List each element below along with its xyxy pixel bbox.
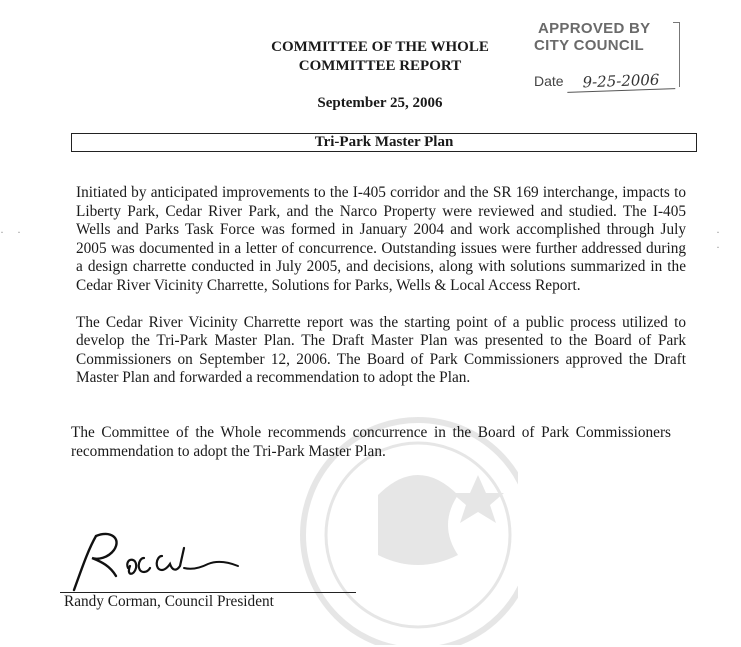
paragraph-background: Initiated by anticipated improvements to the I-405 corridor and the SR 169 interchange, impacts to Liberty Park, Cedar River Park, and the Narco Property were reviewed and studied. The I-405 Wells and Parks Task Force was formed in January 2004 and work accomplished through July 2005 was documented in a letter of concurrence. Outstanding issues were further addressed during a design charrette conducted in July 2005, and decisions, along with solutions summarized in the Cedar River Vicinity Charrette, Solutions for Parks, Wells & Local Access Report. bbox=[76, 184, 686, 294]
heading-line-1: COMMITTEE OF THE WHOLE bbox=[271, 39, 489, 55]
stamp-date-handwritten: 9-25-2006 bbox=[567, 70, 676, 93]
report-title: Tri-Park Master Plan bbox=[71, 133, 697, 152]
report-heading bbox=[230, 38, 530, 76]
scan-edge-marks-right: · · bbox=[716, 225, 725, 254]
stamp-date-label: Date bbox=[534, 73, 564, 89]
signature-icon bbox=[58, 528, 298, 598]
stamp-line-2: CITY COUNCIL bbox=[534, 37, 644, 54]
paragraph-recommendation: The Committee of the Whole recommends concurrence in the Board of Park Commissioners recommendation to adopt the Tri-Park Master Plan. bbox=[71, 423, 671, 460]
paragraph-process: The Cedar River Vicinity Charrette report was the starting point of a public process utilized to develop the Tri-Park Master Plan. The Draft Master Plan was presented to the Board of Park Commissioners on September 12, 2006. The Board of Park Commissioners approved the Draft Master Plan and forwarded a recommendation to adopt the Plan. bbox=[76, 313, 686, 387]
approval-stamp bbox=[532, 20, 682, 98]
stamp-date bbox=[534, 72, 675, 91]
stamp-line-1: APPROVED BY bbox=[538, 20, 651, 37]
scan-edge-marks-left: · · bbox=[0, 225, 26, 239]
report-date: September 25, 2006 bbox=[317, 95, 443, 111]
heading-line-2: COMMITTEE REPORT bbox=[298, 58, 462, 74]
report-body bbox=[71, 184, 686, 461]
signer-name: Randy Corman, Council President bbox=[64, 593, 274, 610]
